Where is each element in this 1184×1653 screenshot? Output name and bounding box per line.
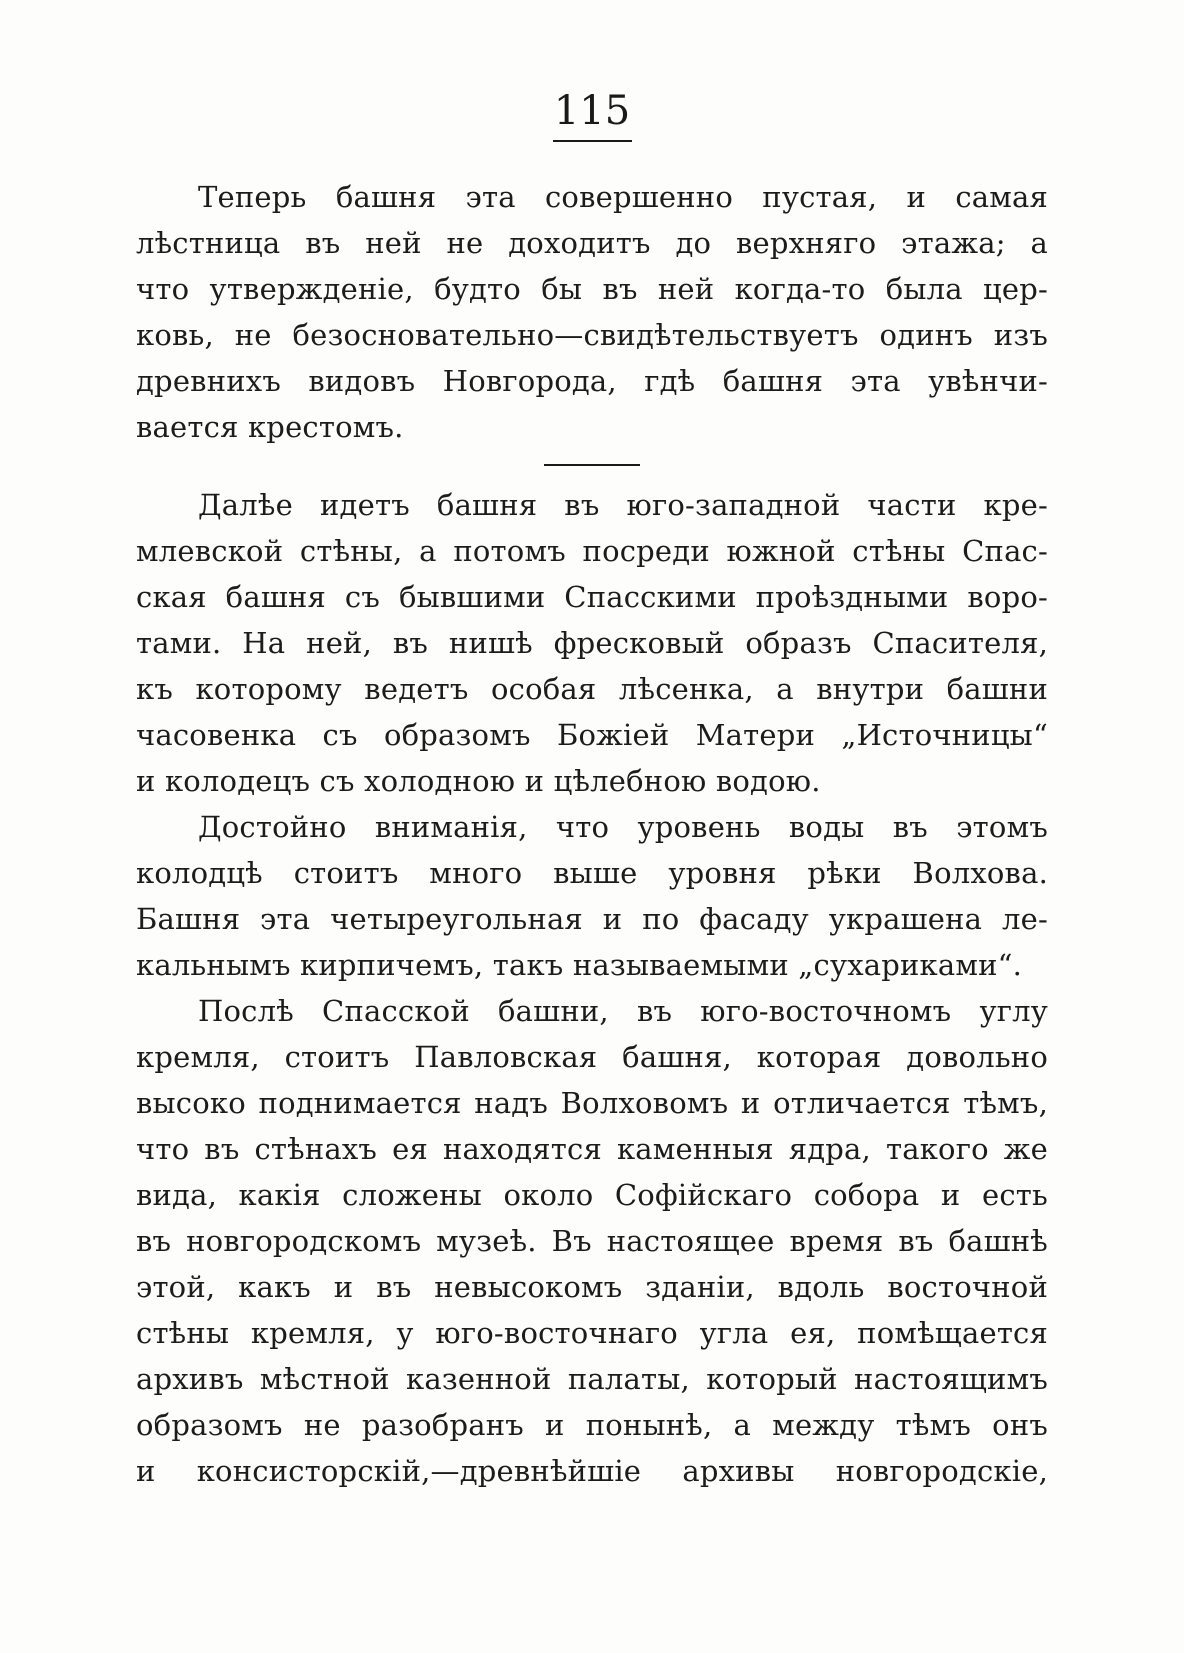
page-number: 115 xyxy=(553,88,631,134)
text-line: стѣны кремля, у юго-восточнаго угла ея, помѣщается xyxy=(136,1316,1048,1350)
text-line: Теперь башня эта совершенно пустая, и самая xyxy=(198,180,1048,214)
text-line: вида, какія сложены около Софійскаго собора и есть xyxy=(136,1178,1048,1212)
text-line: часовенка съ образомъ Божіей Матери „Источницы“ xyxy=(136,718,1048,752)
text-line: этой, какъ и въ невысокомъ зданіи, вдоль восточной xyxy=(136,1270,1048,1304)
text-line: Далѣе идетъ башня въ юго-западной части кре- xyxy=(198,488,1048,522)
text-line: ковь, не безосновательно—свидѣтельствуетъ одинъ изъ xyxy=(136,318,1048,352)
text-line: лѣстница въ ней не доходитъ до верхняго этажа; а xyxy=(136,226,1048,260)
text-line: что утвержденіе, будто бы въ ней когда-то была цер- xyxy=(136,272,1048,306)
text-line: Достойно вниманія, что уровень воды въ этомъ xyxy=(198,810,1048,844)
text-line: образомъ не разобранъ и понынѣ, а между тѣмъ онъ xyxy=(136,1408,1048,1442)
text-line: колодцѣ стоитъ много выше уровня рѣки Волхова. xyxy=(136,856,1048,890)
text-line: тами. На ней, въ нишѣ фресковый образъ Спасителя, xyxy=(136,626,1048,660)
text-line: Послѣ Спасской башни, въ юго-восточномъ углу xyxy=(198,994,1048,1028)
text-line: вается крестомъ. xyxy=(136,410,404,444)
text-line: и колодецъ съ холодною и цѣлебною водою. xyxy=(136,764,821,798)
section-divider xyxy=(544,464,640,466)
text-line: и консисторскій,—древнѣйшіе архивы новгородскіе, xyxy=(136,1454,1048,1488)
text-line: высоко поднимается надъ Волховомъ и отличается тѣмъ, xyxy=(136,1086,1048,1120)
text-line: древнихъ видовъ Новгорода, гдѣ башня эта увѣнчи- xyxy=(136,364,1048,398)
page-number-underline xyxy=(553,140,632,142)
text-line: что въ стѣнахъ ея находятся каменныя ядра, такого же xyxy=(136,1132,1048,1166)
text-line: млевской стѣны, а потомъ посреди южной стѣны Спас- xyxy=(136,534,1048,568)
text-line: архивъ мѣстной казенной палаты, который настоящимъ xyxy=(136,1362,1048,1396)
text-line: кремля, стоитъ Павловская башня, которая довольно xyxy=(136,1040,1048,1074)
text-line: кальнымъ кирпичемъ, такъ называемыми „сухариками“. xyxy=(136,948,1023,982)
text-line: ская башня съ бывшими Спасскими проѣздными воро- xyxy=(136,580,1048,614)
text-line: къ которому ведетъ особая лѣсенка, а внутри башни xyxy=(136,672,1048,706)
text-line: въ новгородскомъ музеѣ. Въ настоящее время въ башнѣ xyxy=(136,1224,1048,1258)
text-line: Башня эта четыреугольная и по фасаду украшена ле- xyxy=(136,902,1048,936)
